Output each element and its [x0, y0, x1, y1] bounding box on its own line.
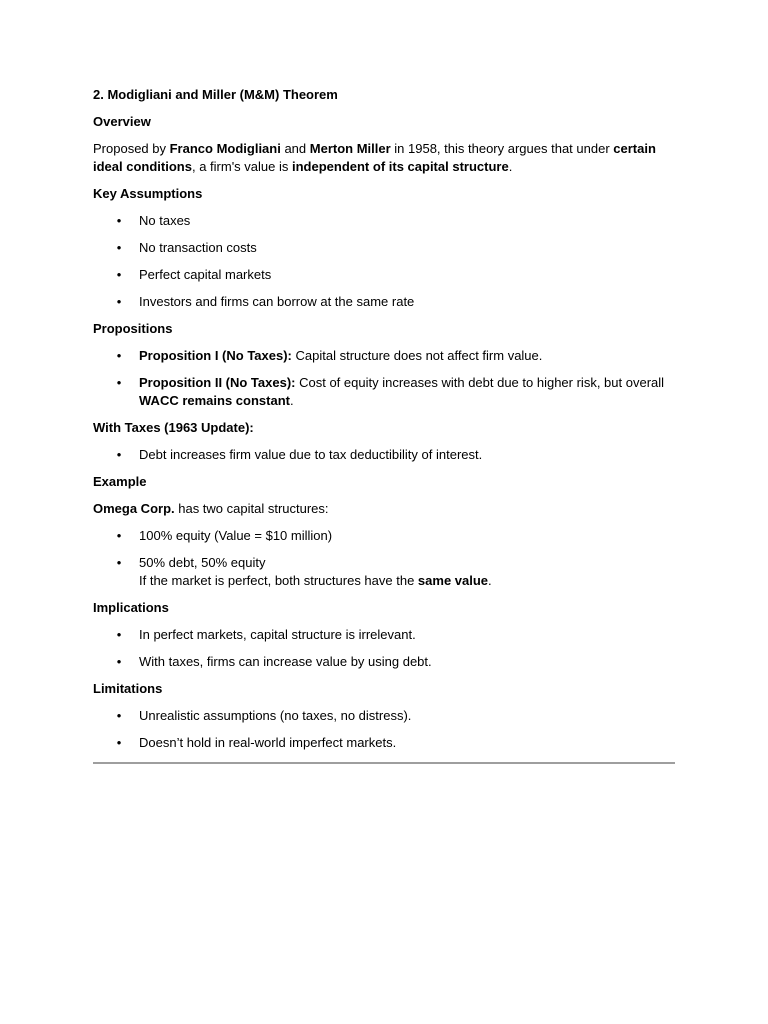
bullet-icon: •: [116, 267, 122, 282]
list-item-text: With taxes, firms can increase value by using debt.: [139, 654, 432, 669]
list-item-text: .: [488, 573, 492, 588]
implications-heading: Implications: [93, 600, 169, 615]
limitations-heading: Limitations: [93, 681, 163, 696]
overview-text: and: [280, 141, 310, 156]
implications-list: [93, 626, 675, 671]
overview-text: in 1958, this theory argues that under: [390, 141, 614, 156]
list-item-text: If the market is perfect, both structures have the: [139, 573, 418, 588]
document-page: [93, 86, 675, 764]
example-bold: same value: [417, 573, 489, 588]
list-item: [93, 212, 675, 230]
example-heading: Example: [93, 474, 147, 489]
bullet-icon: •: [116, 735, 122, 750]
list-item: [93, 653, 675, 671]
section-title: 2. Modigliani and Miller (M&M) Theorem: [93, 87, 338, 102]
list-item-text: No transaction costs: [139, 240, 257, 255]
list-item: [93, 374, 675, 410]
limitations-list: [93, 707, 675, 752]
example-list: [93, 527, 675, 590]
list-item-text: Unrealistic assumptions (no taxes, no distress).: [139, 708, 412, 723]
bullet-icon: •: [116, 555, 122, 570]
bullet-icon: •: [116, 348, 122, 363]
list-item: [93, 527, 675, 545]
bullet-icon: •: [116, 708, 122, 723]
list-item: [93, 347, 675, 365]
proposition-2-bold: WACC remains constant: [139, 393, 290, 408]
assumptions-heading: Key Assumptions: [93, 186, 203, 201]
list-item: [93, 626, 675, 644]
propositions-list: [93, 347, 675, 410]
list-item: [93, 266, 675, 284]
bullet-icon: •: [116, 294, 122, 309]
list-item: [93, 239, 675, 257]
proposition-2-end: .: [289, 393, 294, 408]
propositions-heading: Propositions: [93, 321, 173, 336]
overview-paragraph: [93, 140, 675, 176]
list-item-text: Debt increases firm value due to tax deductibility of interest.: [139, 447, 483, 462]
bullet-icon: •: [116, 213, 122, 228]
taxes-list: [93, 446, 675, 464]
proposition-2-label: Proposition II (No Taxes):: [139, 375, 296, 390]
bullet-icon: •: [116, 375, 122, 390]
list-item: [93, 707, 675, 725]
bullet-icon: •: [116, 240, 122, 255]
proposition-1-label: Proposition I (No Taxes):: [139, 348, 292, 363]
proposition-1-text: Capital structure does not affect firm value.: [291, 348, 543, 363]
list-item: [93, 734, 675, 752]
taxes-heading: With Taxes (1963 Update):: [93, 420, 254, 435]
list-item-text: Perfect capital markets: [139, 267, 272, 282]
assumptions-list: [93, 212, 675, 311]
proposition-2-text: Cost of equity increases with debt due to higher risk, but overall: [295, 375, 665, 390]
list-item-text: Investors and firms can borrow at the same rate: [139, 294, 415, 309]
bullet-icon: •: [116, 654, 122, 669]
list-item-text: No taxes: [139, 213, 191, 228]
list-item-text: 50% debt, 50% equity: [139, 555, 266, 570]
horizontal-divider: [93, 762, 675, 764]
overview-bold-conditions: certain ideal conditions: [93, 141, 656, 174]
bullet-icon: •: [116, 627, 122, 642]
bullet-icon: •: [116, 528, 122, 543]
overview-text: Proposed by: [93, 141, 170, 156]
overview-bold-modigliani: Franco Modigliani: [169, 141, 281, 156]
list-item: [93, 293, 675, 311]
overview-text: .: [508, 159, 513, 174]
list-item-text: In perfect markets, capital structure is irrelevant.: [139, 627, 416, 642]
overview-heading: Overview: [93, 114, 151, 129]
example-intro: [93, 500, 675, 518]
overview-bold-miller: Merton Miller: [309, 141, 391, 156]
list-item: [93, 446, 675, 464]
example-intro-text: has two capital structures:: [174, 501, 329, 516]
bullet-icon: •: [116, 447, 122, 462]
overview-text: , a firm's value is: [191, 159, 292, 174]
list-item-text: 100% equity (Value = $10 million): [139, 528, 333, 543]
overview-bold-independent: independent of its capital structure: [291, 159, 509, 174]
example-company: Omega Corp.: [93, 501, 175, 516]
list-item: [93, 554, 675, 590]
list-item-text: Doesn’t hold in real-world imperfect markets.: [139, 735, 397, 750]
